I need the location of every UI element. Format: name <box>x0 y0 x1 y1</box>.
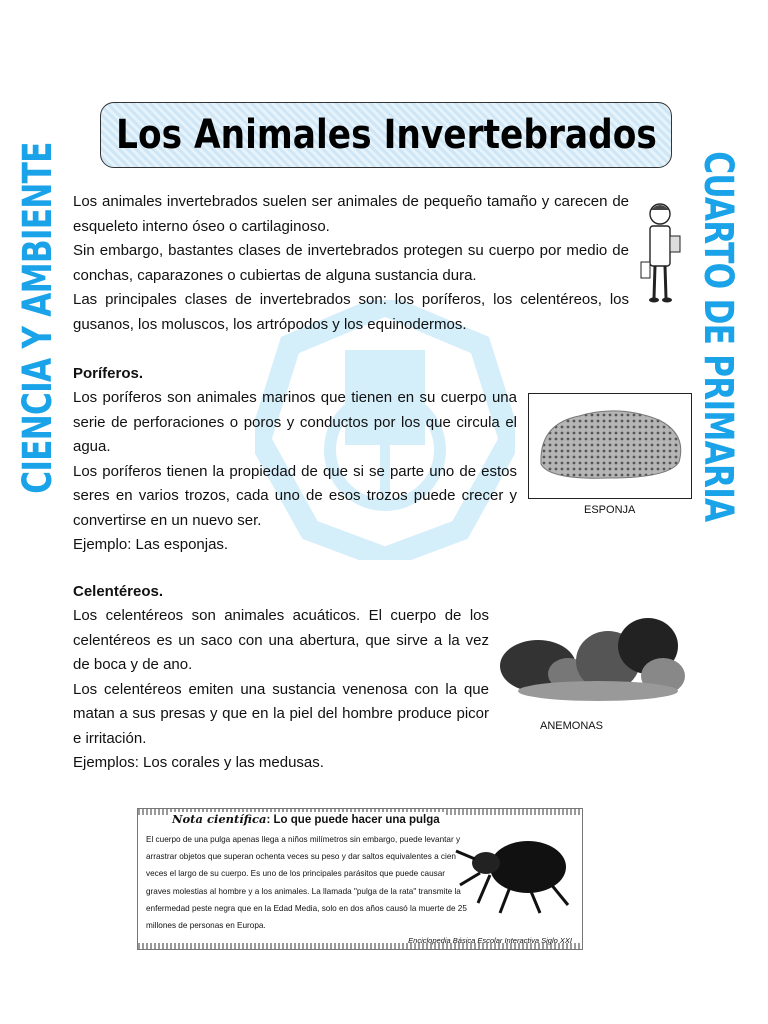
page-title: Los Animales Invertebrados <box>115 112 657 158</box>
poriferos-paragraph: Los poríferos tienen la propiedad de que si se parte uno de estos seres en varios trozos, cada uno de esos trozos puede crecer y convertirse en un nuevo ser. <box>73 462 517 529</box>
title-banner <box>100 102 672 168</box>
celentereos-paragraph: Los celentéreos son animales acuáticos. El cuerpo de los celentéreos es un saco con una abertura, que sirve a la vez de boca y de ano. <box>73 607 489 673</box>
sponge-image <box>528 393 692 499</box>
teacher-illustration <box>638 198 688 308</box>
note-label: Nota científica <box>172 812 267 826</box>
flea-illustration <box>450 825 572 915</box>
note-body: El cuerpo de una pulga apenas llega a niños milímetros sin embargo, puede levantar y arrastrar objetos que superan ochenta veces su peso y dar saltos equivalentes a cien veces el largo de su cuerpo. Es uno de los principales parásitos que puede causar graves molestias al hombre y a los animales. La llamada "pulga de la rata" transmite la enfermedad peste negra que en la Edad Media, solo en dos años causó la muerte de 25 millones de personas en Europa. <box>146 835 467 931</box>
section-heading-celentereos: Celentéreos. <box>73 583 164 600</box>
science-note-box <box>137 808 583 950</box>
poriferos-text <box>73 386 517 558</box>
sponge-caption: ESPONJA <box>584 504 636 516</box>
side-label-left: CIENCIA Y AMBIENTE <box>15 142 61 494</box>
anemones-image <box>498 606 688 706</box>
poriferos-paragraph: Los poríferos son animales marinos que tienen en su cuerpo una serie de perforaciones o poros y conductos por los que circula el agua. <box>73 389 517 455</box>
section-heading-poriferos: Poríferos. <box>73 365 144 382</box>
poriferos-paragraph: Ejemplo: Las esponjas. <box>73 536 229 553</box>
intro-paragraph: Las principales clases de invertebrados son: los poríferos, los celentéreos, los gusanos, los moluscos, los artrópodos y los equinodermos. <box>73 291 629 333</box>
celentereos-paragraph: Ejemplos: Los corales y las medusas. <box>73 754 324 771</box>
intro-text <box>73 190 629 337</box>
intro-paragraph: Los animales invertebrados suelen ser animales de pequeño tamaño y carecen de esqueleto interno óseo o cartilaginoso. <box>73 193 629 235</box>
celentereos-text <box>73 604 489 776</box>
note-source: Enciclopedia Básica Escolar Interactiva Siglo XXI <box>408 936 572 945</box>
note-heading: : Lo que puede hacer una pulga <box>266 814 440 826</box>
celentereos-paragraph: Los celentéreos emiten una sustancia venenosa con la que matan a sus presas y que en la piel del hombre produce picor e irritación. <box>73 680 489 747</box>
intro-paragraph: Sin embargo, bastantes clases de invertebrados protegen su cuerpo por medio de conchas, caparazones o cubiertas de alguna sustancia dura. <box>73 242 629 284</box>
note-title <box>168 812 444 826</box>
side-label-right: CUARTO DE PRIMARIA <box>695 151 741 522</box>
anemones-caption: ANEMONAS <box>540 720 603 732</box>
